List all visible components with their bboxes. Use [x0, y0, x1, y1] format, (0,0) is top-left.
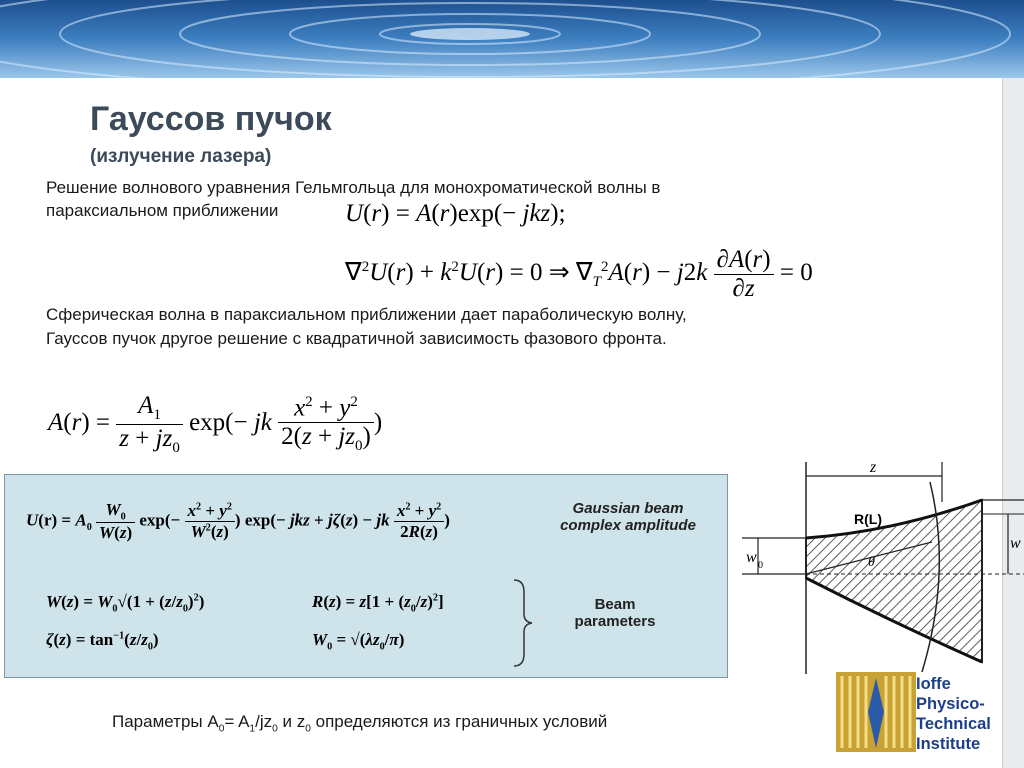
diagram-w-label: w	[1010, 535, 1021, 552]
equation-radius-curvature: $R(z) = z[1 + (z_0/z)^2]$	[312, 592, 444, 615]
header-banner	[0, 0, 1024, 78]
complex-amplitude-label: Gaussian beam complex amplitude	[560, 500, 696, 534]
spherical-line-2: Гауссов пучок другое решение с квадратичной зависимость фазового фронта.	[46, 329, 667, 348]
equation-waist: $W_0 = √(\lambda z_0/\pi)$	[312, 630, 405, 653]
diagram-w0-label: w	[746, 549, 757, 566]
diagram-R-label: R(L)	[854, 511, 882, 527]
diagram-z-label: z	[870, 462, 877, 476]
intro-line-1: Решение волнового уравнения Гельмгольца для монохроматической волны в	[46, 178, 661, 197]
equation-field-decomposition: U(r) = A(r)exp(− jkz);	[345, 200, 566, 227]
diagram-w0-sub: 0	[758, 560, 763, 571]
ioffe-logo-text: Ioffe Physico- Technical Institute	[916, 675, 991, 753]
equation-paraxial-helmholtz: $\nabla^2U(r) + k^2U(r) = 0$ ⇒ $\nabla_T^2A(r) - j2k$ $\frac{\partial A(r)}{\partial z}$ = 0	[345, 246, 813, 302]
page-subtitle: (излучение лазера)	[90, 146, 272, 167]
page-title: Гауссов пучок	[90, 100, 332, 138]
intro-line-2: параксиальном приближении	[46, 201, 279, 220]
spherical-line-1: Сферическая волна в параксиальном приближении дает параболическую волну,	[46, 305, 687, 324]
boundary-conditions-note: Параметры $A_0= A_1/jz_0$ и $z_0$ определяются из граничных условий	[112, 712, 608, 735]
beam-parameters-label: Beam parameters	[574, 596, 656, 630]
gaussian-beam-diagram	[742, 462, 1024, 674]
equation-gaussian-amplitude: A(r) = $\frac{A_1}{z + jz_0}$ exp(− jk $\frac{x^2 + y^2}{2(z + jz_0)}$ )	[48, 392, 383, 456]
equation-gouy-phase: $\zeta(z) = \tan^{-1}(z/z_0)$	[46, 630, 159, 653]
curly-brace-icon	[510, 578, 534, 668]
equation-complex-amplitude: $U(r) = A_0$ $\frac{W_0}{W(z)}$ exp(− $\frac{x^2 + y^2}{W^2(z)}$ ) exp(− jkz + jζ(z) − jk $\frac{x^2 + y^2}{2R(z)}$ )	[26, 500, 450, 543]
diagram-theta-label: θ	[868, 555, 875, 570]
equation-beam-width: $W(z) = W_0√(1 + (z/z_0)^2)$	[46, 592, 205, 615]
